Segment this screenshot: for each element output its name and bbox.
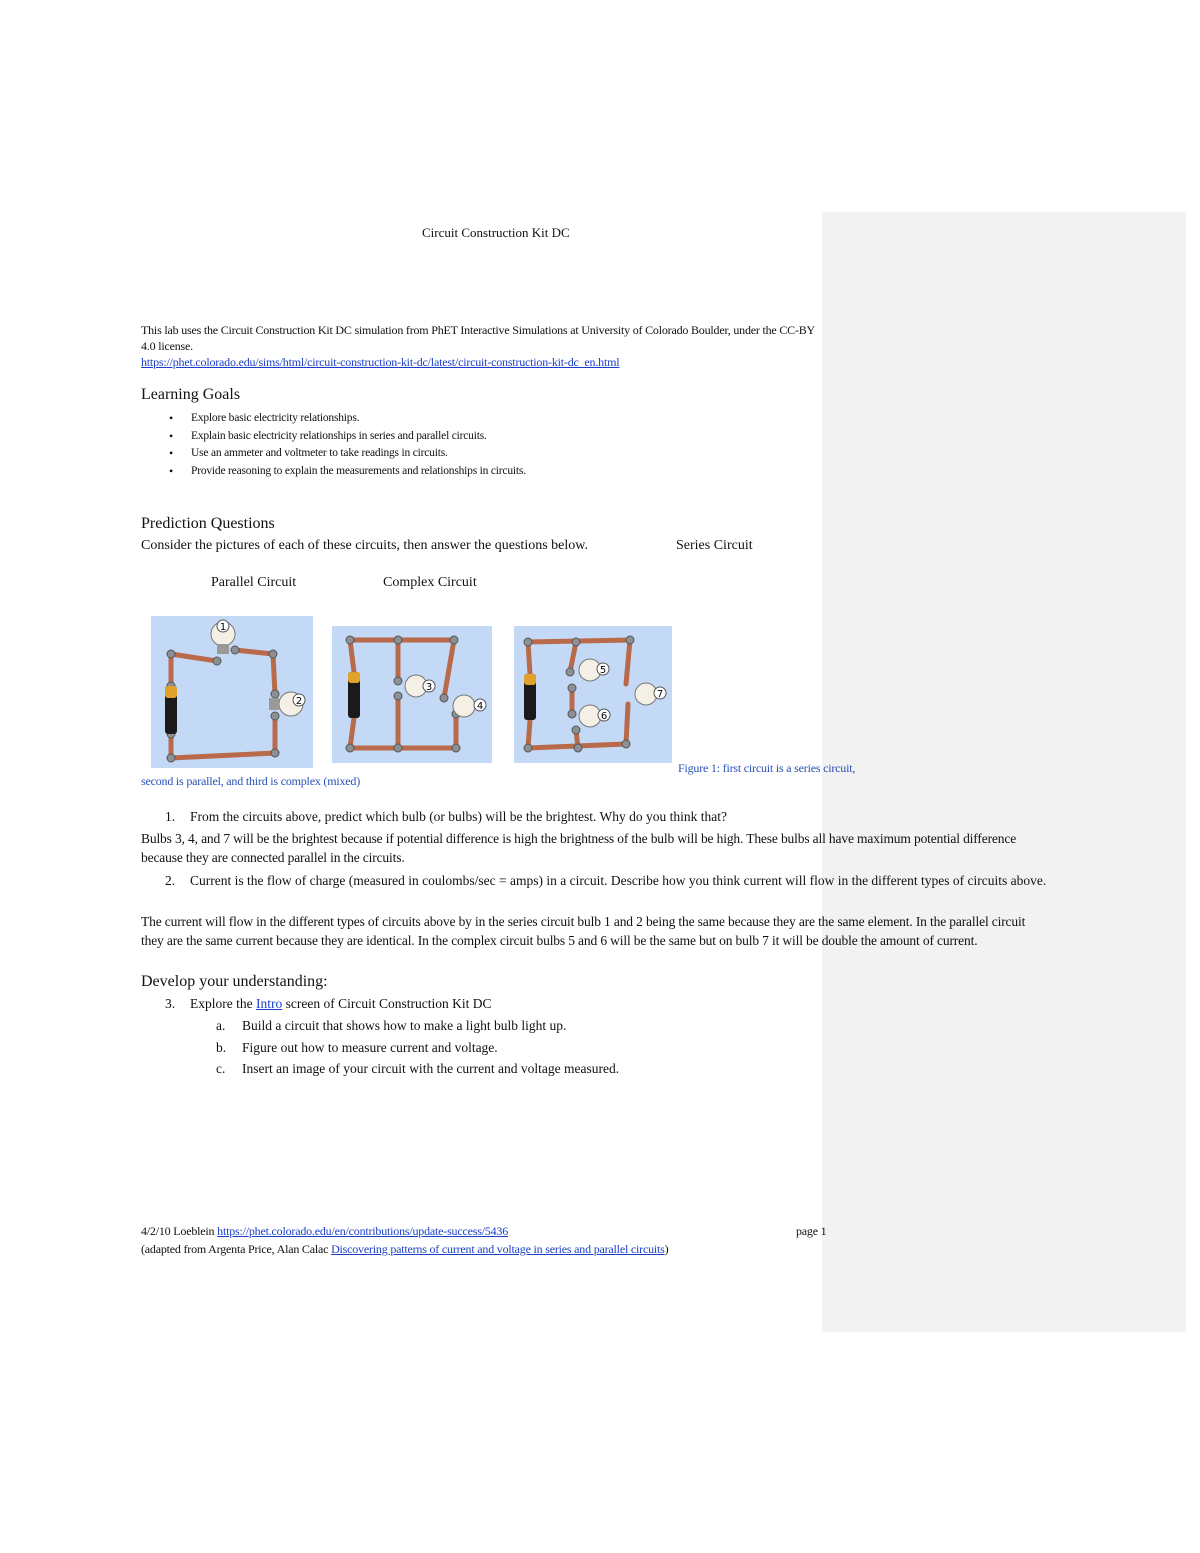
bulb-label: 6	[600, 711, 608, 722]
subitem-c: Insert an image of your circuit with the current and voltage measured.	[242, 1061, 620, 1076]
learning-goals-list	[141, 410, 526, 480]
bulb-label: 3	[425, 682, 433, 693]
bulb-label: 4	[476, 701, 484, 712]
answer-2: The current will flow in the different types of circuits above by in the series circuit bulb 1 and 2 being the same because they are the same element. In the parallel circuit they are the same current because they are identical. In the complex circuit bulbs 5 and 6 will be the same but on bulb 7 it will be double the amount of current.	[141, 914, 1026, 948]
answer-1: Bulbs 3, 4, and 7 will be the brightest because if potential difference is high the brightness of the bulb will be high. These bulbs all have maximum potential difference because they are connected parallel in the circuits.	[141, 831, 1017, 865]
subitem-b-letter: b.	[216, 1040, 227, 1055]
question-1: From the circuits above, predict which bulb (or bulbs) will be the brightest. Why do you think that?	[190, 809, 728, 824]
intro-link[interactable]: https://phet.colorado.edu/sims/html/circuit-construction-kit-dc/latest/circuit-construction-kit-dc_en.html	[141, 355, 620, 369]
complex-circuit-label: Complex Circuit	[383, 575, 477, 590]
subitem-c-letter: c.	[216, 1061, 226, 1076]
bulb-label: 1	[219, 622, 227, 633]
learning-goals-heading: Learning Goals	[141, 386, 241, 403]
footer-close-paren: )	[664, 1242, 669, 1256]
footer-adapted-from: (adapted from Argenta Price, Alan Calac	[141, 1242, 329, 1256]
intro-screen-link[interactable]: Intro	[255, 996, 283, 1011]
subitem-b: Figure out how to measure current and voltage.	[242, 1040, 498, 1055]
intro-paragraph	[141, 322, 821, 370]
bulb-label: 7	[656, 689, 664, 700]
goal-item: • Explain basic electricity relationships in series and parallel circuits.	[191, 428, 526, 446]
question-3-post: screen of Circuit Construction Kit DC	[285, 996, 492, 1011]
question-1-number: 1.	[165, 809, 176, 824]
question-2: Current is the flow of charge (measured in coulombs/sec = amps) in a circuit. Describe how you think current will flow in the different types of circuits above.	[190, 873, 1047, 888]
bulb-label: 5	[599, 665, 607, 676]
footer-line-1	[141, 1224, 508, 1239]
intro-text: This lab uses the Circuit Construction Kit DC simulation from PhET Interactive Simulations at University of Colorado Boulder, under the CC-BY 4.0 license.	[141, 323, 815, 353]
question-3-pre: Explore the	[190, 996, 253, 1011]
prediction-heading: Prediction Questions	[141, 515, 275, 532]
page-title: Circuit Construction Kit DC	[422, 225, 570, 240]
figure-caption-part2: second is parallel, and third is complex (mixed)	[141, 774, 361, 788]
question-3	[190, 995, 491, 1013]
page-number: page 1	[796, 1224, 827, 1238]
subitem-a: Build a circuit that shows how to make a light bulb light up.	[242, 1018, 567, 1033]
footer-contribution-link[interactable]: https://phet.colorado.edu/en/contributions/update-success/5436	[217, 1224, 509, 1238]
prediction-instruction: Consider the pictures of each of these circuits, then answer the questions below.	[141, 538, 588, 553]
goal-item: • Use an ammeter and voltmeter to take readings in circuits.	[191, 445, 526, 463]
series-circuit-label: Series Circuit	[676, 538, 753, 553]
question-3-number: 3.	[165, 996, 176, 1011]
goal-item: • Explore basic electricity relationships.	[191, 410, 526, 428]
series-circuit-image	[151, 616, 313, 768]
comment-pane	[822, 212, 1186, 1332]
complex-circuit-image	[514, 626, 672, 763]
question-2-number: 2.	[165, 873, 176, 888]
figure-caption-part1: Figure 1: first circuit is a series circuit,	[678, 761, 856, 775]
goal-item: • Provide reasoning to explain the measurements and relationships in circuits.	[191, 463, 526, 481]
footer-line-2	[141, 1242, 668, 1257]
parallel-circuit-image	[332, 626, 492, 763]
subitem-a-letter: a.	[216, 1018, 226, 1033]
parallel-circuit-label: Parallel Circuit	[211, 575, 297, 590]
bulb-label: 2	[295, 696, 303, 707]
footer-author: 4/2/10 Loeblein	[141, 1224, 215, 1238]
develop-heading: Develop your understanding:	[141, 973, 328, 990]
footer-source-link[interactable]: Discovering patterns of current and voltage in series and parallel circuits	[331, 1242, 665, 1256]
